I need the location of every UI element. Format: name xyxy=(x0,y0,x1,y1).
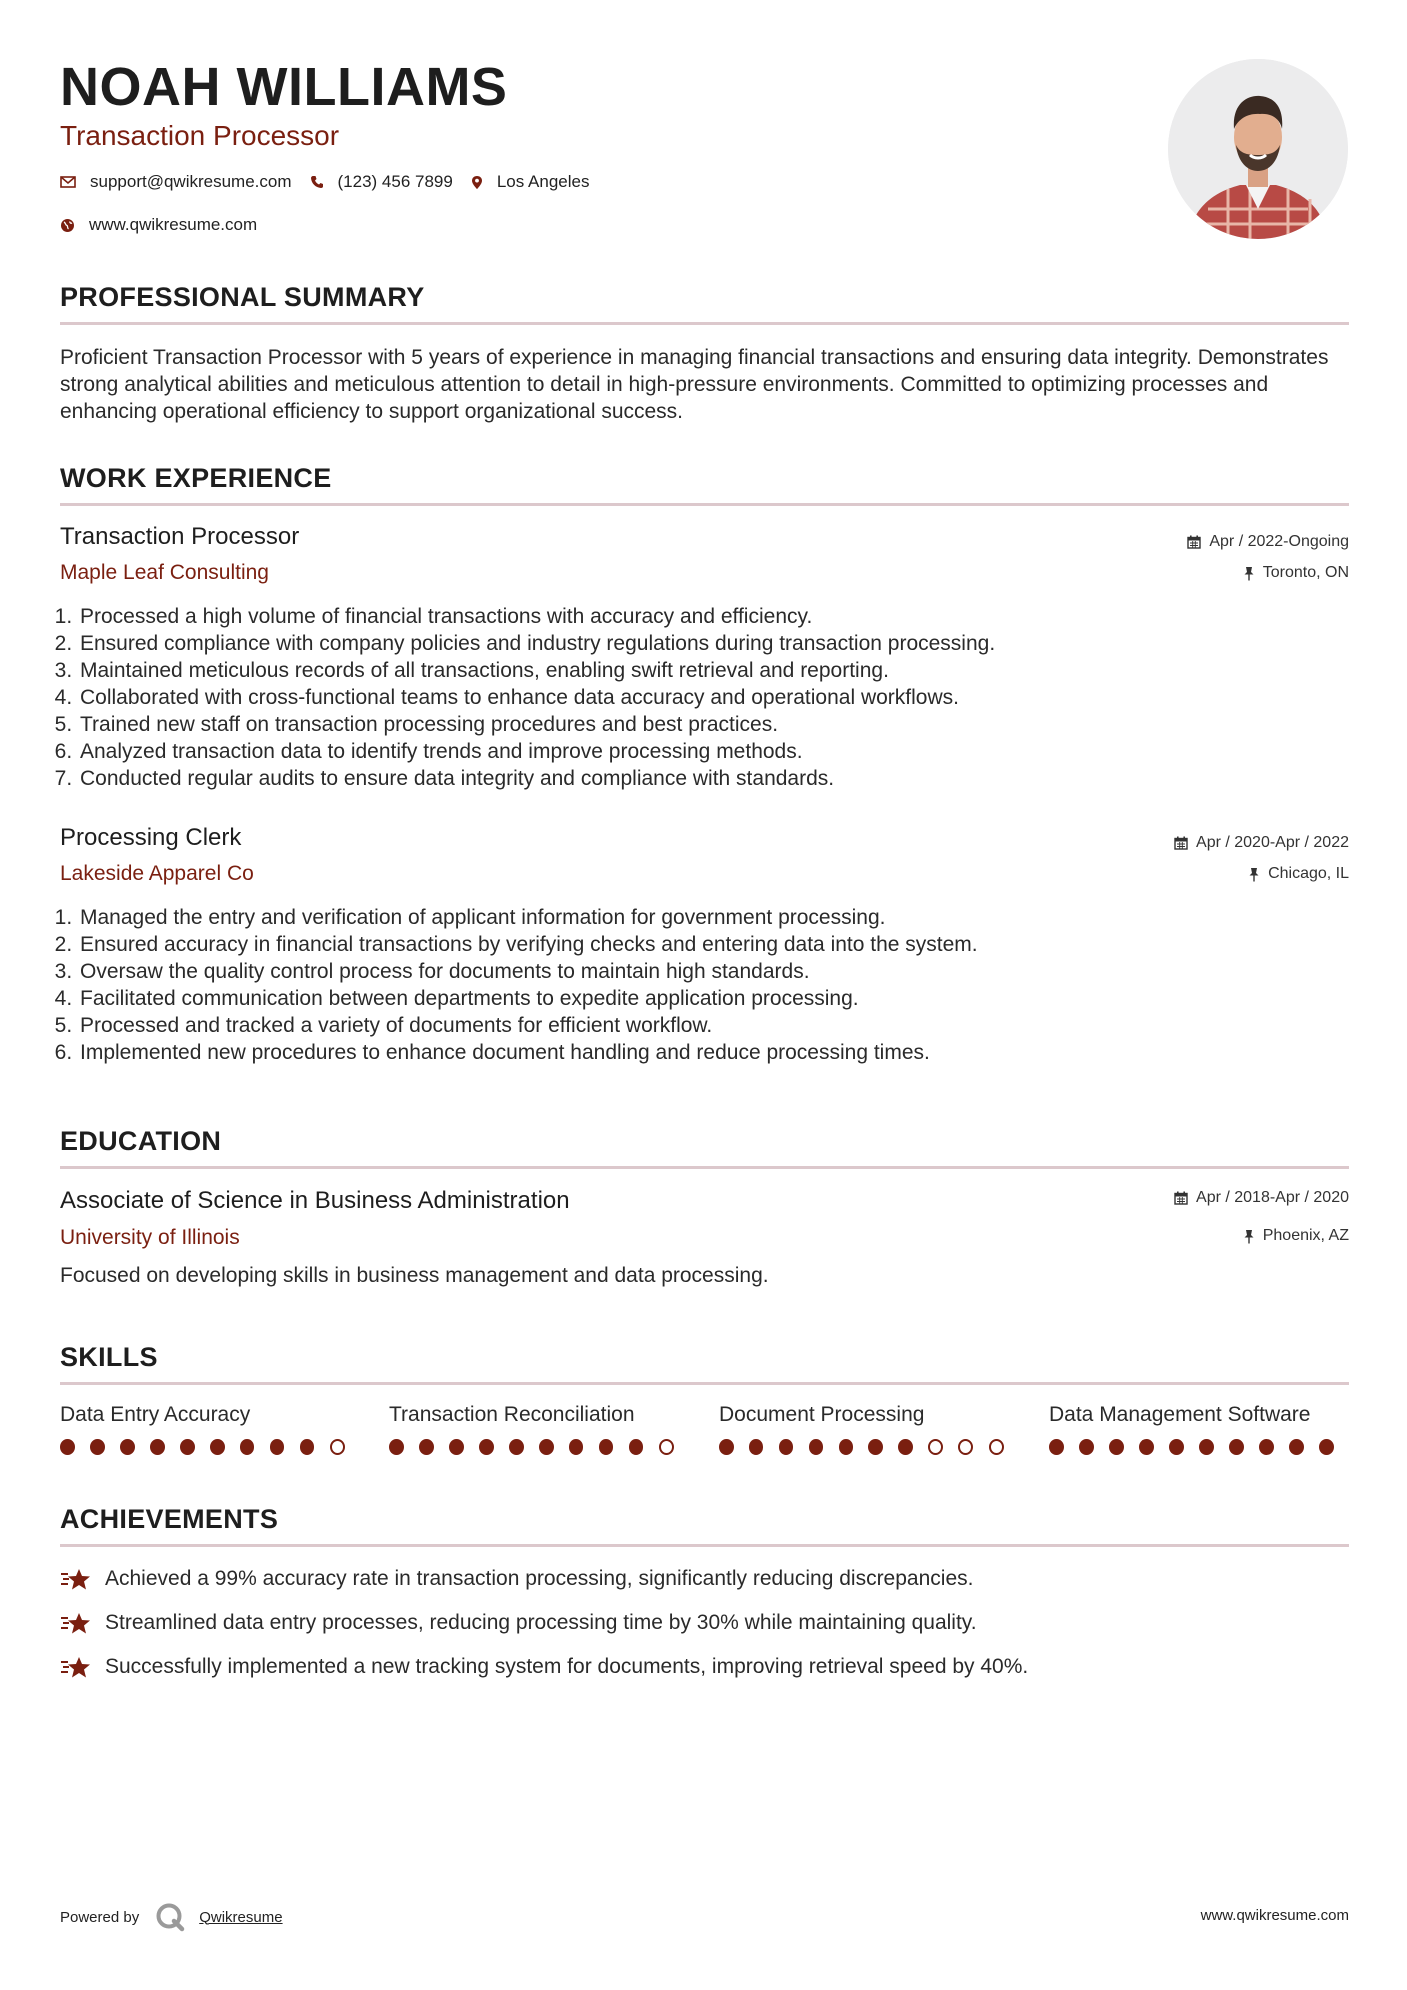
job-title: Processing Clerk xyxy=(60,824,242,851)
achievements-heading: ACHIEVEMENTS xyxy=(60,1504,279,1534)
skill-item xyxy=(1049,1403,1349,1455)
skill-dot-filled xyxy=(479,1439,494,1455)
phone-text: (123) 456 7899 xyxy=(337,172,453,191)
candidate-title: Transaction Processor xyxy=(60,120,340,151)
skill-name: Data Entry Accuracy xyxy=(60,1403,251,1426)
bullet-item: 6. Analyzed transaction data to identify trends and improve processing methods. xyxy=(78,738,1358,765)
skill-dot-filled xyxy=(539,1439,554,1455)
website-row xyxy=(60,215,275,235)
bullet-item: 2. Ensured accuracy in financial transactions by verifying checks and entering data into the system. xyxy=(78,931,1358,958)
skill-dot-empty xyxy=(958,1439,973,1455)
bullet-item: 3. Oversaw the quality control process for documents to maintain high standards. xyxy=(78,958,1358,985)
experience-heading: WORK EXPERIENCE xyxy=(60,463,332,493)
job-title: Transaction Processor xyxy=(60,523,300,550)
qwikresume-logo-icon xyxy=(155,1902,185,1932)
skill-dot-filled xyxy=(749,1439,764,1455)
achievements-divider xyxy=(60,1544,1349,1547)
skill-dot-filled xyxy=(1289,1439,1304,1455)
skill-dot-filled xyxy=(449,1439,464,1455)
footer-powered-by xyxy=(60,1902,283,1932)
skill-dot-filled xyxy=(1109,1439,1124,1455)
achievement-star-icon xyxy=(60,1610,92,1636)
job-location-text: Toronto, ON xyxy=(1262,564,1349,581)
degree-title: Associate of Science in Business Administration xyxy=(60,1187,570,1214)
education-location xyxy=(1243,1227,1349,1245)
achievement-star-icon xyxy=(60,1566,92,1592)
skill-dot-filled xyxy=(569,1439,584,1455)
location-item xyxy=(471,172,590,192)
skill-dot-filled xyxy=(1199,1439,1214,1455)
powered-by-label: Powered by xyxy=(60,1908,140,1926)
education-divider xyxy=(60,1166,1349,1169)
skill-rating xyxy=(1049,1439,1349,1455)
skill-name: Transaction Reconciliation xyxy=(389,1403,635,1426)
summary-heading: PROFESSIONAL SUMMARY xyxy=(60,282,425,312)
skill-dot-filled xyxy=(270,1439,285,1455)
skill-dot-filled xyxy=(180,1439,195,1455)
skill-dot-filled xyxy=(1079,1439,1094,1455)
bullet-item: 5. Processed and tracked a variety of documents for efficient workflow. xyxy=(78,1012,1358,1039)
job-location-text: Chicago, IL xyxy=(1268,865,1349,882)
skill-dot-filled xyxy=(1319,1439,1334,1455)
skill-dot-filled xyxy=(90,1439,105,1455)
contact-row xyxy=(60,172,607,192)
skill-dot-filled xyxy=(1139,1439,1154,1455)
skill-dot-empty xyxy=(989,1439,1004,1455)
job-dates xyxy=(1174,834,1349,852)
achievement-text: Streamlined data entry processes, reducing processing time by 30% while maintaining quality. xyxy=(105,1611,977,1634)
bullet-item: 7. Conducted regular audits to ensure data integrity and compliance with standards. xyxy=(78,765,1358,792)
skill-dot-filled xyxy=(868,1439,883,1455)
job-dates-text: Apr / 2020-Apr / 2022 xyxy=(1196,834,1349,851)
summary-text: Proficient Transaction Processor with 5 years of experience in managing financial transactions and ensuring data integrity. Demonstrates strong analytical abilities and meticulous attention to detail in high-pressure environments. Committed to optimizing processes and enhancing operational efficiency to support organizational success. xyxy=(60,346,1329,423)
bullet-item: 4. Collaborated with cross-functional teams to enhance data accuracy and operational workflows. xyxy=(78,684,1358,711)
job-bullets xyxy=(54,904,1358,1066)
skill-dot-filled xyxy=(210,1439,225,1455)
bullet-item: 4. Facilitated communication between departments to expedite application processing. xyxy=(78,985,1358,1012)
skill-dot-filled xyxy=(898,1439,913,1455)
phone-icon xyxy=(310,175,324,189)
pushpin-icon xyxy=(1248,867,1260,882)
calendar-icon xyxy=(1174,836,1188,850)
achievement-item xyxy=(60,1654,1028,1680)
skill-dot-filled xyxy=(839,1439,854,1455)
job-location xyxy=(1248,865,1349,883)
skill-dot-filled xyxy=(300,1439,315,1455)
skill-item xyxy=(60,1403,360,1455)
skill-dot-empty xyxy=(659,1439,674,1455)
skill-dot-empty xyxy=(928,1439,943,1455)
skill-dot-filled xyxy=(629,1439,644,1455)
skill-name: Data Management Software xyxy=(1049,1403,1311,1426)
education-dates-text: Apr / 2018-Apr / 2020 xyxy=(1196,1189,1349,1206)
achievement-star-icon xyxy=(60,1654,92,1680)
bullet-item: 1. Managed the entry and verification of applicant information for government processing. xyxy=(78,904,1358,931)
job-bullets xyxy=(54,603,1358,792)
skill-dot-filled xyxy=(240,1439,255,1455)
skills-heading: SKILLS xyxy=(60,1342,158,1372)
skill-item xyxy=(719,1403,1019,1455)
education-heading: EDUCATION xyxy=(60,1126,222,1156)
skill-dot-filled xyxy=(599,1439,614,1455)
website-text: www.qwikresume.com xyxy=(89,215,258,234)
location-text: Los Angeles xyxy=(496,172,590,191)
pushpin-icon xyxy=(1243,566,1255,581)
profile-photo xyxy=(1168,59,1348,239)
globe-icon xyxy=(60,218,75,233)
qwikresume-link[interactable]: Qwikresume xyxy=(199,1908,283,1926)
skill-dot-filled xyxy=(779,1439,794,1455)
skill-dot-filled xyxy=(389,1439,404,1455)
skill-dot-filled xyxy=(150,1439,165,1455)
experience-divider xyxy=(60,503,1349,506)
bullet-item: 3. Maintained meticulous records of all transactions, enabling swift retrieval and reporting. xyxy=(78,657,1358,684)
email-text: support@qwikresume.com xyxy=(90,172,292,191)
skill-rating xyxy=(389,1439,689,1455)
skill-dot-filled xyxy=(509,1439,524,1455)
skill-rating xyxy=(60,1439,360,1455)
bullet-item: 1. Processed a high volume of financial transactions with accuracy and efficiency. xyxy=(78,603,1358,630)
skills-divider xyxy=(60,1382,1349,1385)
skill-dot-filled xyxy=(419,1439,434,1455)
skill-dot-filled xyxy=(1049,1439,1064,1455)
achievement-text: Successfully implemented a new tracking system for documents, improving retrieval speed by 40%. xyxy=(105,1655,1029,1678)
company-name: Maple Leaf Consulting xyxy=(60,561,269,584)
candidate-name: NOAH WILLIAMS xyxy=(60,57,508,117)
skill-dot-empty xyxy=(330,1439,345,1455)
website-item[interactable] xyxy=(60,215,257,235)
skill-dot-filled xyxy=(60,1439,75,1455)
pushpin-icon xyxy=(1243,1229,1255,1244)
education-description: Focused on developing skills in business management and data processing. xyxy=(60,1264,769,1287)
company-name: Lakeside Apparel Co xyxy=(60,862,254,885)
skill-dot-filled xyxy=(1259,1439,1274,1455)
skill-dot-filled xyxy=(1169,1439,1184,1455)
summary-divider xyxy=(60,322,1349,325)
bullet-item: 5. Trained new staff on transaction processing procedures and best practices. xyxy=(78,711,1358,738)
bullet-item: 2. Ensured compliance with company policies and industry regulations during transaction processing. xyxy=(78,630,1358,657)
education-location-text: Phoenix, AZ xyxy=(1262,1227,1349,1244)
email-item[interactable] xyxy=(60,172,292,192)
skill-rating xyxy=(719,1439,1019,1455)
bullet-item: 6. Implemented new procedures to enhance document handling and reduce processing times. xyxy=(78,1039,1358,1066)
job-location xyxy=(1243,564,1349,582)
calendar-icon xyxy=(1174,1191,1188,1205)
skill-dot-filled xyxy=(809,1439,824,1455)
achievement-item xyxy=(60,1610,977,1636)
job-dates-text: Apr / 2022-Ongoing xyxy=(1209,533,1349,550)
achievement-item xyxy=(60,1566,973,1592)
education-dates xyxy=(1174,1189,1349,1207)
achievement-text: Achieved a 99% accuracy rate in transaction processing, significantly reducing discrepancies. xyxy=(105,1567,974,1590)
job-dates xyxy=(1187,533,1349,551)
skill-dot-filled xyxy=(1229,1439,1244,1455)
footer-website-link[interactable]: www.qwikresume.com xyxy=(1200,1907,1349,1924)
skill-item xyxy=(389,1403,689,1455)
phone-item[interactable] xyxy=(310,172,453,192)
skill-name: Document Processing xyxy=(719,1403,925,1426)
skill-dot-filled xyxy=(120,1439,135,1455)
calendar-icon xyxy=(1187,535,1201,549)
map-pin-icon xyxy=(471,175,483,190)
skill-dot-filled xyxy=(719,1439,734,1455)
envelope-icon xyxy=(60,176,76,188)
school-name: University of Illinois xyxy=(60,1226,240,1249)
